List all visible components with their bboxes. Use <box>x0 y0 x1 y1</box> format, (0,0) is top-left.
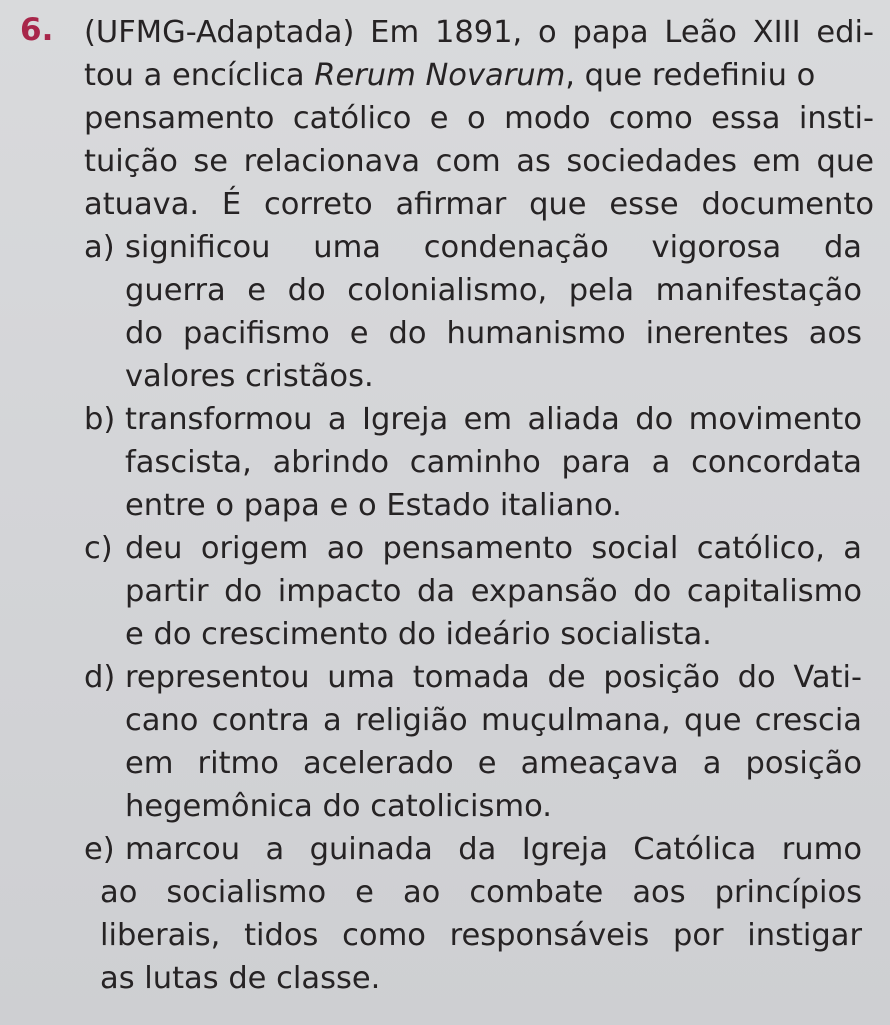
option-a-line-1: significou uma condenação vigorosa da <box>125 230 862 265</box>
option-c-line-1: deu origem ao pensamento social católico, a <box>125 531 862 566</box>
option-b-line-3: entre o papa e o Estado italiano. <box>125 488 622 523</box>
option-c-line-3: e do crescimento do ideário socialista. <box>125 617 712 652</box>
option-e-line-4: as lutas de classe. <box>100 961 381 996</box>
option-b-line-2: fascista, abrindo caminho para a concordata <box>125 445 862 480</box>
option-c-line-2: partir do impacto da expansão do capitalismo <box>125 574 862 609</box>
encyclical-title: Rerum Novarum <box>314 58 566 93</box>
option-e-line-3: liberais, tidos como responsáveis por instigar <box>100 918 862 953</box>
option-d-line-3: em ritmo acelerado e ameaçava a posição <box>125 746 862 781</box>
option-d-letter: d) <box>84 660 116 695</box>
stem-line-3: pensamento católico e o modo como essa insti- <box>84 101 874 136</box>
option-a-letter: a) <box>84 230 115 265</box>
stem-line-5: atuava. É correto afirmar que esse documento <box>84 187 874 222</box>
option-e-line-2: ao socialismo e ao combate aos princípios <box>100 875 862 910</box>
option-d-line-4: hegemônica do catolicismo. <box>125 789 552 824</box>
stem-line-1: (UFMG-Adaptada) Em 1891, o papa Leão XIII edi- <box>84 15 874 50</box>
stem-line-4: tuição se relacionava com as sociedades em que <box>84 144 874 179</box>
option-b-letter: b) <box>84 402 116 437</box>
option-b-line-1: transformou a Igreja em aliada do movimento <box>125 402 862 437</box>
question-number: 6. <box>20 12 54 48</box>
option-c-letter: c) <box>84 531 113 566</box>
option-a-line-3: do pacifismo e do humanismo inerentes aos <box>125 316 862 351</box>
option-d-line-2: cano contra a religião muçulmana, que crescia <box>125 703 862 738</box>
option-e-line-1: marcou a guinada da Igreja Católica rumo <box>125 832 862 867</box>
option-d-line-1: representou uma tomada de posição do Vati- <box>125 660 862 695</box>
stem-line-2-a: tou a encíclica <box>84 58 315 93</box>
option-e-letter: e) <box>84 832 115 867</box>
stem-line-2 <box>84 55 874 97</box>
option-a-line-2: guerra e do colonialismo, pela manifestação <box>125 273 862 308</box>
option-a-line-4: valores cristãos. <box>125 359 374 394</box>
stem-line-2-b: , que redefiniu o <box>565 58 816 93</box>
